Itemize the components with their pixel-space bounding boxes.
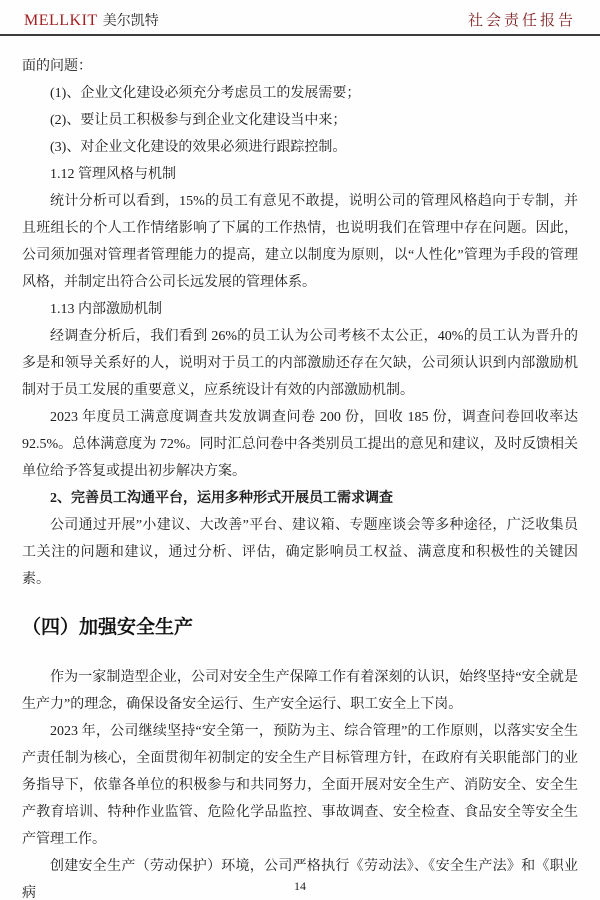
paragraph-incentive-analysis: 经调查分析后，我们看到 26%的员工认为公司考核不太公正，40%的员工认为晋升的多是和领导关系好的人，说明对于员工的内部激励还存在欠缺，公司须认识到内部激励机制对于员工发展的重要意义，应系统设计有效的内部激励机制。	[22, 329, 578, 398]
document-body	[0, 36, 600, 900]
page-number: 14	[294, 879, 306, 893]
paragraph-labor-protection: 创建安全生产（劳动保护）环境，公司严格执行《劳动法》、《安全生产法》和《职业病	[22, 859, 578, 900]
brand-logo-text: MELLKIT	[24, 12, 98, 29]
section-heading-safety-production: （四）加强安全生产	[22, 617, 194, 638]
paragraph-safety-policy: 2023 年，公司继续坚持“安全第一，预防为主、综合管理”的工作原则，以落实安全生产责任制为核心，全面贯彻年初制定的安全生产目标管理方针，在政府有关职能部门的业务指导下，依靠各单位的积极参与和共同努力，全面开展对安全生产、消防安全、安全生产教育培训、特种作业监管、危险化学品监控、事故调查、安全检查、食品安全等安全生产管理工作。	[22, 724, 578, 847]
list-item-1: (1)、企业文化建设必须充分考虑员工的发展需要；	[50, 86, 361, 101]
list-item-2: (2)、要让员工积极参与到企业文化建设当中来；	[50, 113, 347, 128]
paragraph-satisfaction-survey: 2023 年度员工满意度调查共发放调查问卷 200 份，回收 185 份，调查问卷回收率达 92.5%。总体满意度为 72%。同时汇总问卷中各类别员工提出的意见和建议，及时反馈相关单位给予答复或提出初步解决方案。	[22, 410, 578, 479]
list-item-3: (3)、对企业文化建设的效果必须进行跟踪控制。	[50, 140, 347, 155]
paragraph-safety-concept: 作为一家制造型企业，公司对安全生产保障工作有着深刻的认识，始终坚持“安全就是生产力”的理念，确保设备安全运行、生产安全运行、职工安全上下岗。	[22, 670, 578, 712]
paragraph-continuation: 面的问题：	[22, 59, 92, 74]
brand	[24, 10, 159, 30]
paragraph-suggestion-channels: 公司通过开展”小建议、大改善”平台、建议箱、专题座谈会等多种途径，广泛收集员工关注的问题和建议，通过分析、评估，确定影响员工权益、满意度和积极性的关键因素。	[22, 518, 578, 587]
page-header	[0, 0, 600, 36]
subheading-internal-incentive: 1.13 内部激励机制	[50, 302, 162, 317]
paragraph-management-analysis: 统计分析可以看到，15%的员工有意见不敢提，说明公司的管理风格趋向于专制，并且班组长的个人工作情绪影响了下属的工作热情，也说明我们在管理中存在问题。因此，公司须加强对管理者管理能力的提高，建立以制度为原则，以“人性化”管理为手段的管理风格，并制定出符合公司长远发展的管理体系。	[22, 194, 578, 290]
page-footer	[0, 879, 600, 894]
brand-name-chinese: 美尔凯特	[102, 14, 159, 29]
subheading-communication-platform: 2、完善员工沟通平台，运用多种形式开展员工需求调查	[50, 491, 393, 506]
subheading-management-style: 1.12 管理风格与机制	[50, 167, 176, 182]
document-title: 社会责任报告	[467, 13, 576, 29]
